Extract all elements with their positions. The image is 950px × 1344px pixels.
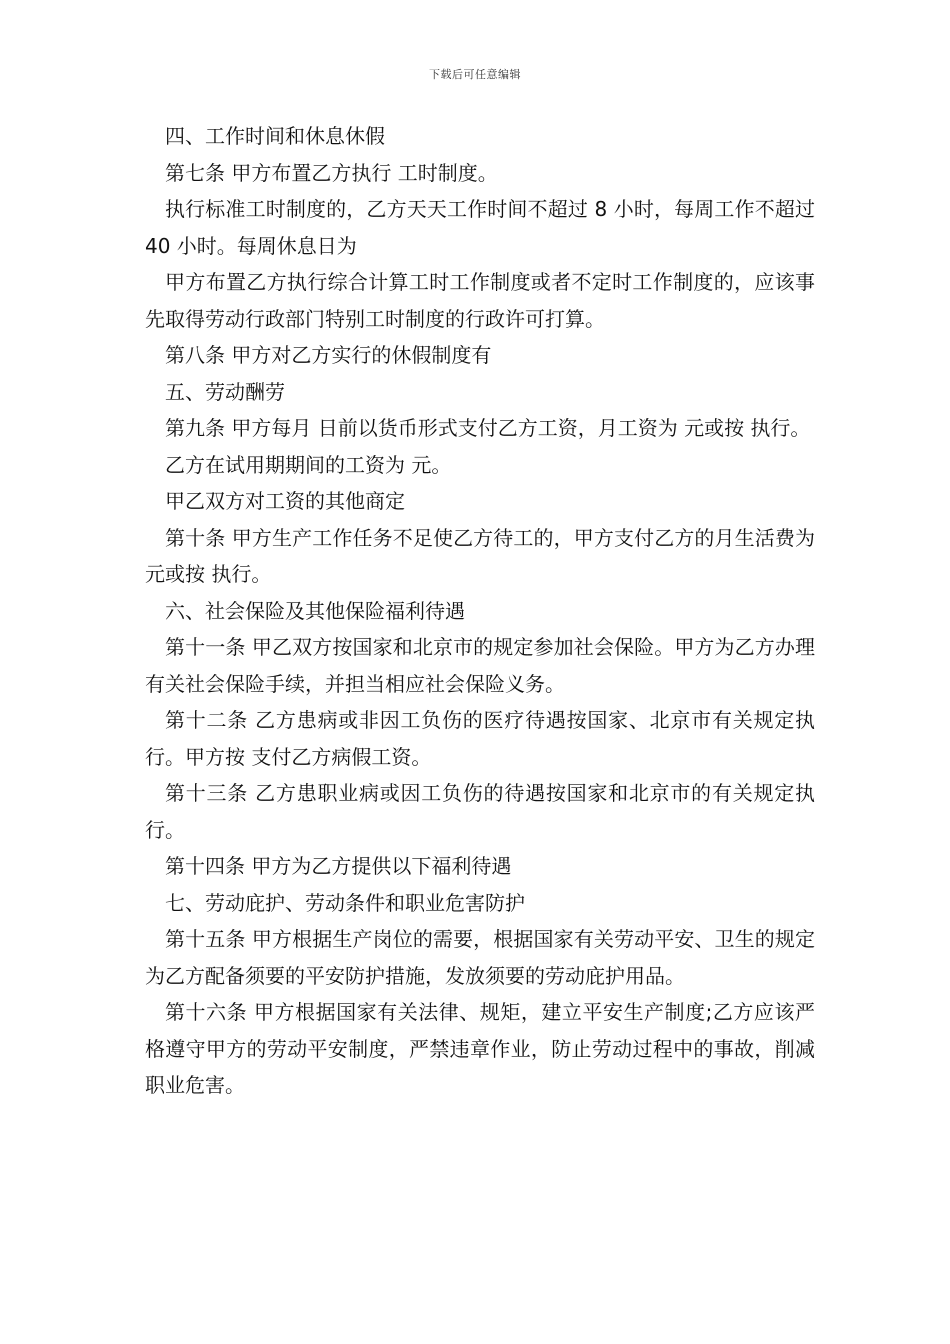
article-11: 第十一条 甲乙双方按国家和北京市的规定参加社会保险。甲方为乙方办理有关社会保险手续，并担当相应社会保险义务。 (145, 635, 815, 696)
section-heading-remuneration: 五、劳动酬劳 (165, 379, 285, 404)
paragraph-other-wage-agreement: 甲乙双方对工资的其他商定 (165, 489, 405, 513)
document-body (145, 118, 815, 1104)
article-7: 第七条 甲方布置乙方执行 工时制度。 (165, 160, 498, 185)
article-10: 第十条 甲方生产工作任务不足使乙方待工的，甲方支付乙方的月生活费为 元或按 执行。 (145, 525, 815, 586)
paragraph-standard-hours: 执行标准工时制度的，乙方天天工作时间不超过 8 小时，每周工作不超过 40 小时。每周休息日为 (145, 197, 815, 258)
paragraph-probation-wage: 乙方在试用期期间的工资为 元。 (165, 452, 452, 477)
article-13: 第十三条 乙方患职业病或因工负伤的待遇按国家和北京市的有关规定执行。 (145, 781, 815, 842)
article-9: 第九条 甲方每月 日前以货币形式支付乙方工资，月工资为 元或按 执行。 (165, 416, 811, 440)
article-15: 第十五条 甲方根据生产岗位的需要，根据国家有关劳动平安、卫生的规定为乙方配备须要的平安防护措施，发放须要的劳动庇护用品。 (145, 927, 815, 988)
section-heading-social-insurance: 六、社会保险及其他保险福利待遇 (165, 598, 465, 623)
section-heading-work-hours: 四、工作时间和休息休假 (165, 124, 385, 148)
article-12: 第十二条 乙方患病或非因工负伤的医疗待遇按国家、北京市有关规定执行。甲方按 支付乙方病假工资。 (145, 708, 815, 769)
paragraph-special-hours: 甲方布置乙方执行综合计算工时工作制度或者不定时工作制度的，应该事先取得劳动行政部门特别工时制度的行政许可打算。 (145, 270, 815, 331)
article-8: 第八条 甲方对乙方实行的休假制度有 (165, 343, 492, 367)
section-heading-labor-protection: 七、劳动庇护、劳动条件和职业危害防护 (165, 890, 525, 915)
page-header-note: 下载后可任意编辑 (429, 68, 521, 81)
article-16: 第十六条 甲方根据国家有关法律、规矩，建立平安生产制度;乙方应该严格遵守甲方的劳动平安制度，严禁违章作业，防止劳动过程中的事故，削减职业危害。 (145, 1000, 815, 1097)
article-14: 第十四条 甲方为乙方提供以下福利待遇 (165, 854, 512, 878)
